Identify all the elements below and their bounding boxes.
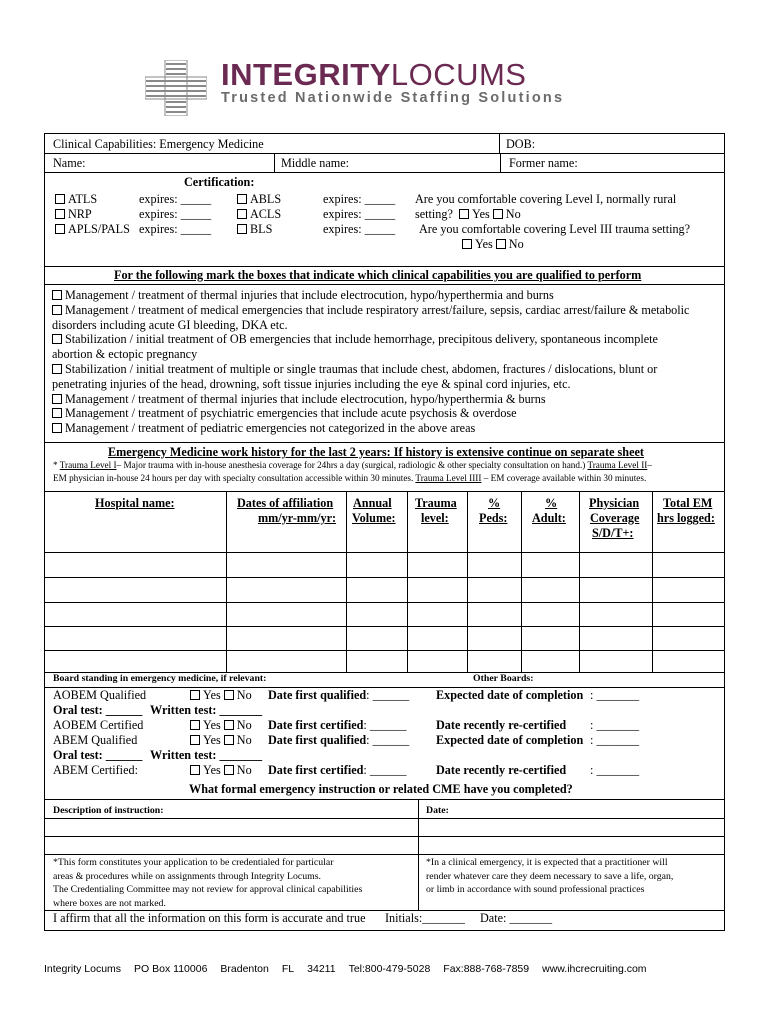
middle-name-label: Middle name:: [281, 156, 350, 170]
abem-certified-yesno: Yes No: [190, 763, 252, 777]
checkbox[interactable]: [52, 394, 62, 404]
capability-item[interactable]: Stabilization / initial treatment of multiple or single traumas that include chest, abdomen, fractures / dislocations, blunt or: [52, 362, 657, 376]
col-volume: Volume:: [352, 511, 396, 525]
name-label: Name:: [53, 156, 86, 170]
initials-field[interactable]: Initials:_______: [385, 911, 465, 925]
col-dates: Dates of affiliation: [237, 496, 334, 510]
capability-item-cont: disorders including acute GI bleeding, DKA etc.: [52, 318, 288, 332]
checkbox-yes[interactable]: [190, 765, 200, 775]
col-dates-sub: mm/yr-mm/yr:: [258, 511, 337, 525]
logo-tagline: Trusted Nationwide Staffing Solutions: [221, 90, 565, 106]
aobem-qualified-yesno: Yes No: [190, 688, 252, 702]
dob-label: DOB:: [506, 137, 536, 151]
description-label: Description of instruction:: [53, 805, 164, 816]
abem-qualified-yesno: Yes No: [190, 733, 252, 747]
cert-acls[interactable]: ACLS: [237, 207, 281, 221]
cme-date-label: Date:: [426, 805, 449, 816]
cert-atls[interactable]: ATLS: [55, 192, 97, 206]
checkbox-no[interactable]: [224, 690, 234, 700]
checkbox-yes[interactable]: [190, 735, 200, 745]
blank: : _______: [590, 733, 640, 747]
capability-item[interactable]: Management / treatment of thermal injuries that include electrocution, hypo/hyperthermia and burns: [52, 288, 554, 302]
written-test-2: Written test: _______: [150, 748, 263, 762]
cert-acls-expires: expires: _____: [323, 207, 396, 221]
aobem-certified: AOBEM Certified: [53, 718, 144, 732]
cert-nrp-expires: expires: _____: [139, 207, 212, 221]
checkbox-yes[interactable]: [462, 239, 472, 249]
cert-apls-expires: expires: _____: [139, 222, 212, 236]
abem-date-first-certified: Date first certified: ______: [268, 763, 407, 777]
checkbox[interactable]: [52, 423, 62, 433]
cert-atls-expires: expires: _____: [139, 192, 212, 206]
aobem-date-first-qualified: Date first qualified: ______: [268, 688, 410, 702]
level1-question: Are you comfortable covering Level I, normally rural: [415, 192, 677, 206]
col-hospital-name: Hospital name:: [95, 496, 175, 510]
col-physician: Physician: [589, 496, 640, 510]
checkbox[interactable]: [52, 334, 62, 344]
checkbox[interactable]: [55, 194, 65, 204]
cert-apls[interactable]: APLS/PALS: [55, 222, 130, 236]
capability-item[interactable]: Management / treatment of medical emergencies that include respiratory arrest/failure, sepsis, cardiac arrest/failure & metabolic: [52, 303, 689, 317]
former-name-label: Former name:: [509, 156, 578, 170]
abem-date-first-qualified: Date first qualified: ______: [268, 733, 410, 747]
col-coverage: Coverage: [590, 511, 640, 525]
note-left: *This form constitutes your application to be credentialed for particular areas & procedures while on assignments through Integrity Locums. The Credentialing Committee may not review for approval clinical capabilities where boxes are not marked.: [53, 857, 363, 909]
checkbox-yes[interactable]: [459, 209, 469, 219]
other-expected-completion: Expected date of completion: [436, 688, 584, 702]
col-adult-pct: %: [545, 496, 558, 510]
footer-contact: Integrity Locums PO Box 110006 Bradenton FL 34211 Tel:800-479-5028 Fax:888-768-7859 www.ihcrecruiting.com: [44, 963, 647, 975]
capabilities-heading: For the following mark the boxes that indicate which clinical capabilities you are qualified to perform: [114, 268, 642, 282]
col-peds-pct: %: [488, 496, 501, 510]
col-hrs-logged: hrs logged:: [657, 511, 715, 525]
abem-qualified: ABEM Qualified: [53, 733, 138, 747]
cert-abls[interactable]: ABLS: [237, 192, 281, 206]
certification-heading: Certification:: [184, 175, 255, 189]
level1-answer: setting? Yes No: [415, 207, 521, 221]
other-recently-recertified-2: Date recently re-certified: [436, 763, 567, 777]
capability-item[interactable]: Management / treatment of pediatric emergencies not categorized in the above areas: [52, 421, 475, 435]
affirmation: I affirm that all the information on this form is accurate and true: [53, 911, 366, 925]
trauma-note-line2: EM physician in-house 24 hours per day with specialty consultation accessible within 30 minutes. Trauma Level IIII – EM coverage available within 30 minutes.: [53, 473, 647, 483]
checkbox[interactable]: [52, 290, 62, 300]
blank: : _______: [590, 718, 640, 732]
other-boards-label: Other Boards:: [473, 673, 534, 684]
checkbox-no[interactable]: [224, 765, 234, 775]
aobem-certified-yesno: Yes No: [190, 718, 252, 732]
level3-answer: Yes No: [462, 237, 524, 251]
checkbox[interactable]: [52, 305, 62, 315]
checkbox[interactable]: [237, 209, 247, 219]
checkbox-yes[interactable]: [190, 720, 200, 730]
logo-wordmark: INTEGRITYLOCUMS: [221, 57, 527, 92]
col-trauma: Trauma: [415, 496, 457, 510]
aobem-qualified: AOBEM Qualified: [53, 688, 147, 702]
cert-bls[interactable]: BLS: [237, 222, 272, 236]
board-heading: Board standing in emergency medicine, if relevant:: [53, 673, 267, 684]
affirm-date-field[interactable]: Date: _______: [480, 911, 553, 925]
other-recently-recertified: Date recently re-certified: [436, 718, 567, 732]
col-level: level:: [421, 511, 449, 525]
checkbox-no[interactable]: [493, 209, 503, 219]
checkbox[interactable]: [52, 408, 62, 418]
col-adult: Adult:: [532, 511, 566, 525]
work-history-heading: Emergency Medicine work history for the last 2 years: If history is extensive continue on separate sheet: [108, 445, 644, 459]
medical-cross-icon: [145, 60, 207, 116]
checkbox[interactable]: [237, 224, 247, 234]
capability-item-cont: abortion & ectopic pregnancy: [52, 347, 198, 361]
checkbox-no[interactable]: [496, 239, 506, 249]
level3-question: Are you comfortable covering Level III trauma setting?: [419, 222, 691, 236]
form-title: Clinical Capabilities: Emergency Medicine: [53, 137, 264, 151]
cert-bls-expires: expires: _____: [323, 222, 396, 236]
cert-abls-expires: expires: _____: [323, 192, 396, 206]
other-expected-completion-2: Expected date of completion: [436, 733, 584, 747]
col-annual: Annual: [353, 496, 392, 510]
col-sdt: S/D/T+:: [592, 526, 634, 540]
aobem-date-first-certified: Date first certified: ______: [268, 718, 407, 732]
checkbox[interactable]: [52, 364, 62, 374]
checkbox[interactable]: [237, 194, 247, 204]
capability-item-cont: penetrating injuries of the head, drowning, soft tissue injuries including the eye & spinal cord injuries, etc.: [52, 377, 571, 391]
checkbox-no[interactable]: [224, 720, 234, 730]
note-right: *In a clinical emergency, it is expected that a practitioner will render whatever care they deem necessary to save a life, organ, or limb in accordance with sound professional practices: [426, 857, 674, 895]
blank: : _______: [590, 688, 640, 702]
oral-test-2: Oral test: ______: [53, 748, 143, 762]
written-test-1: Written test: _______: [150, 703, 263, 717]
cme-heading: What formal emergency instruction or related CME have you completed?: [189, 782, 573, 796]
trauma-note-line1: * Trauma Level I– Major trauma with in-house anesthesia coverage for 24hrs a day (surgical, radiologic & other specialty consultation on hand.) Trauma Level II–: [53, 460, 652, 470]
capability-item[interactable]: Management / treatment of psychiatric emergencies that include acute psychosis & overdose: [52, 406, 517, 420]
capability-item[interactable]: Management / treatment of thermal injuries that include electrocution, hypo/hyperthermia & burns: [52, 392, 546, 406]
col-peds: Peds:: [479, 511, 508, 525]
company-logo: [145, 56, 575, 116]
abem-certified: ABEM Certified:: [53, 763, 138, 777]
blank: : _______: [590, 763, 640, 777]
checkbox-yes[interactable]: [190, 690, 200, 700]
checkbox[interactable]: [55, 224, 65, 234]
cert-nrp[interactable]: NRP: [55, 207, 92, 221]
col-total-em: Total EM: [663, 496, 713, 510]
oral-test-1: Oral test: ______: [53, 703, 143, 717]
checkbox[interactable]: [55, 209, 65, 219]
checkbox-no[interactable]: [224, 735, 234, 745]
capability-item[interactable]: Stabilization / initial treatment of OB emergencies that include hemorrhage, precipitous delivery, spontaneous incomplete: [52, 332, 658, 346]
